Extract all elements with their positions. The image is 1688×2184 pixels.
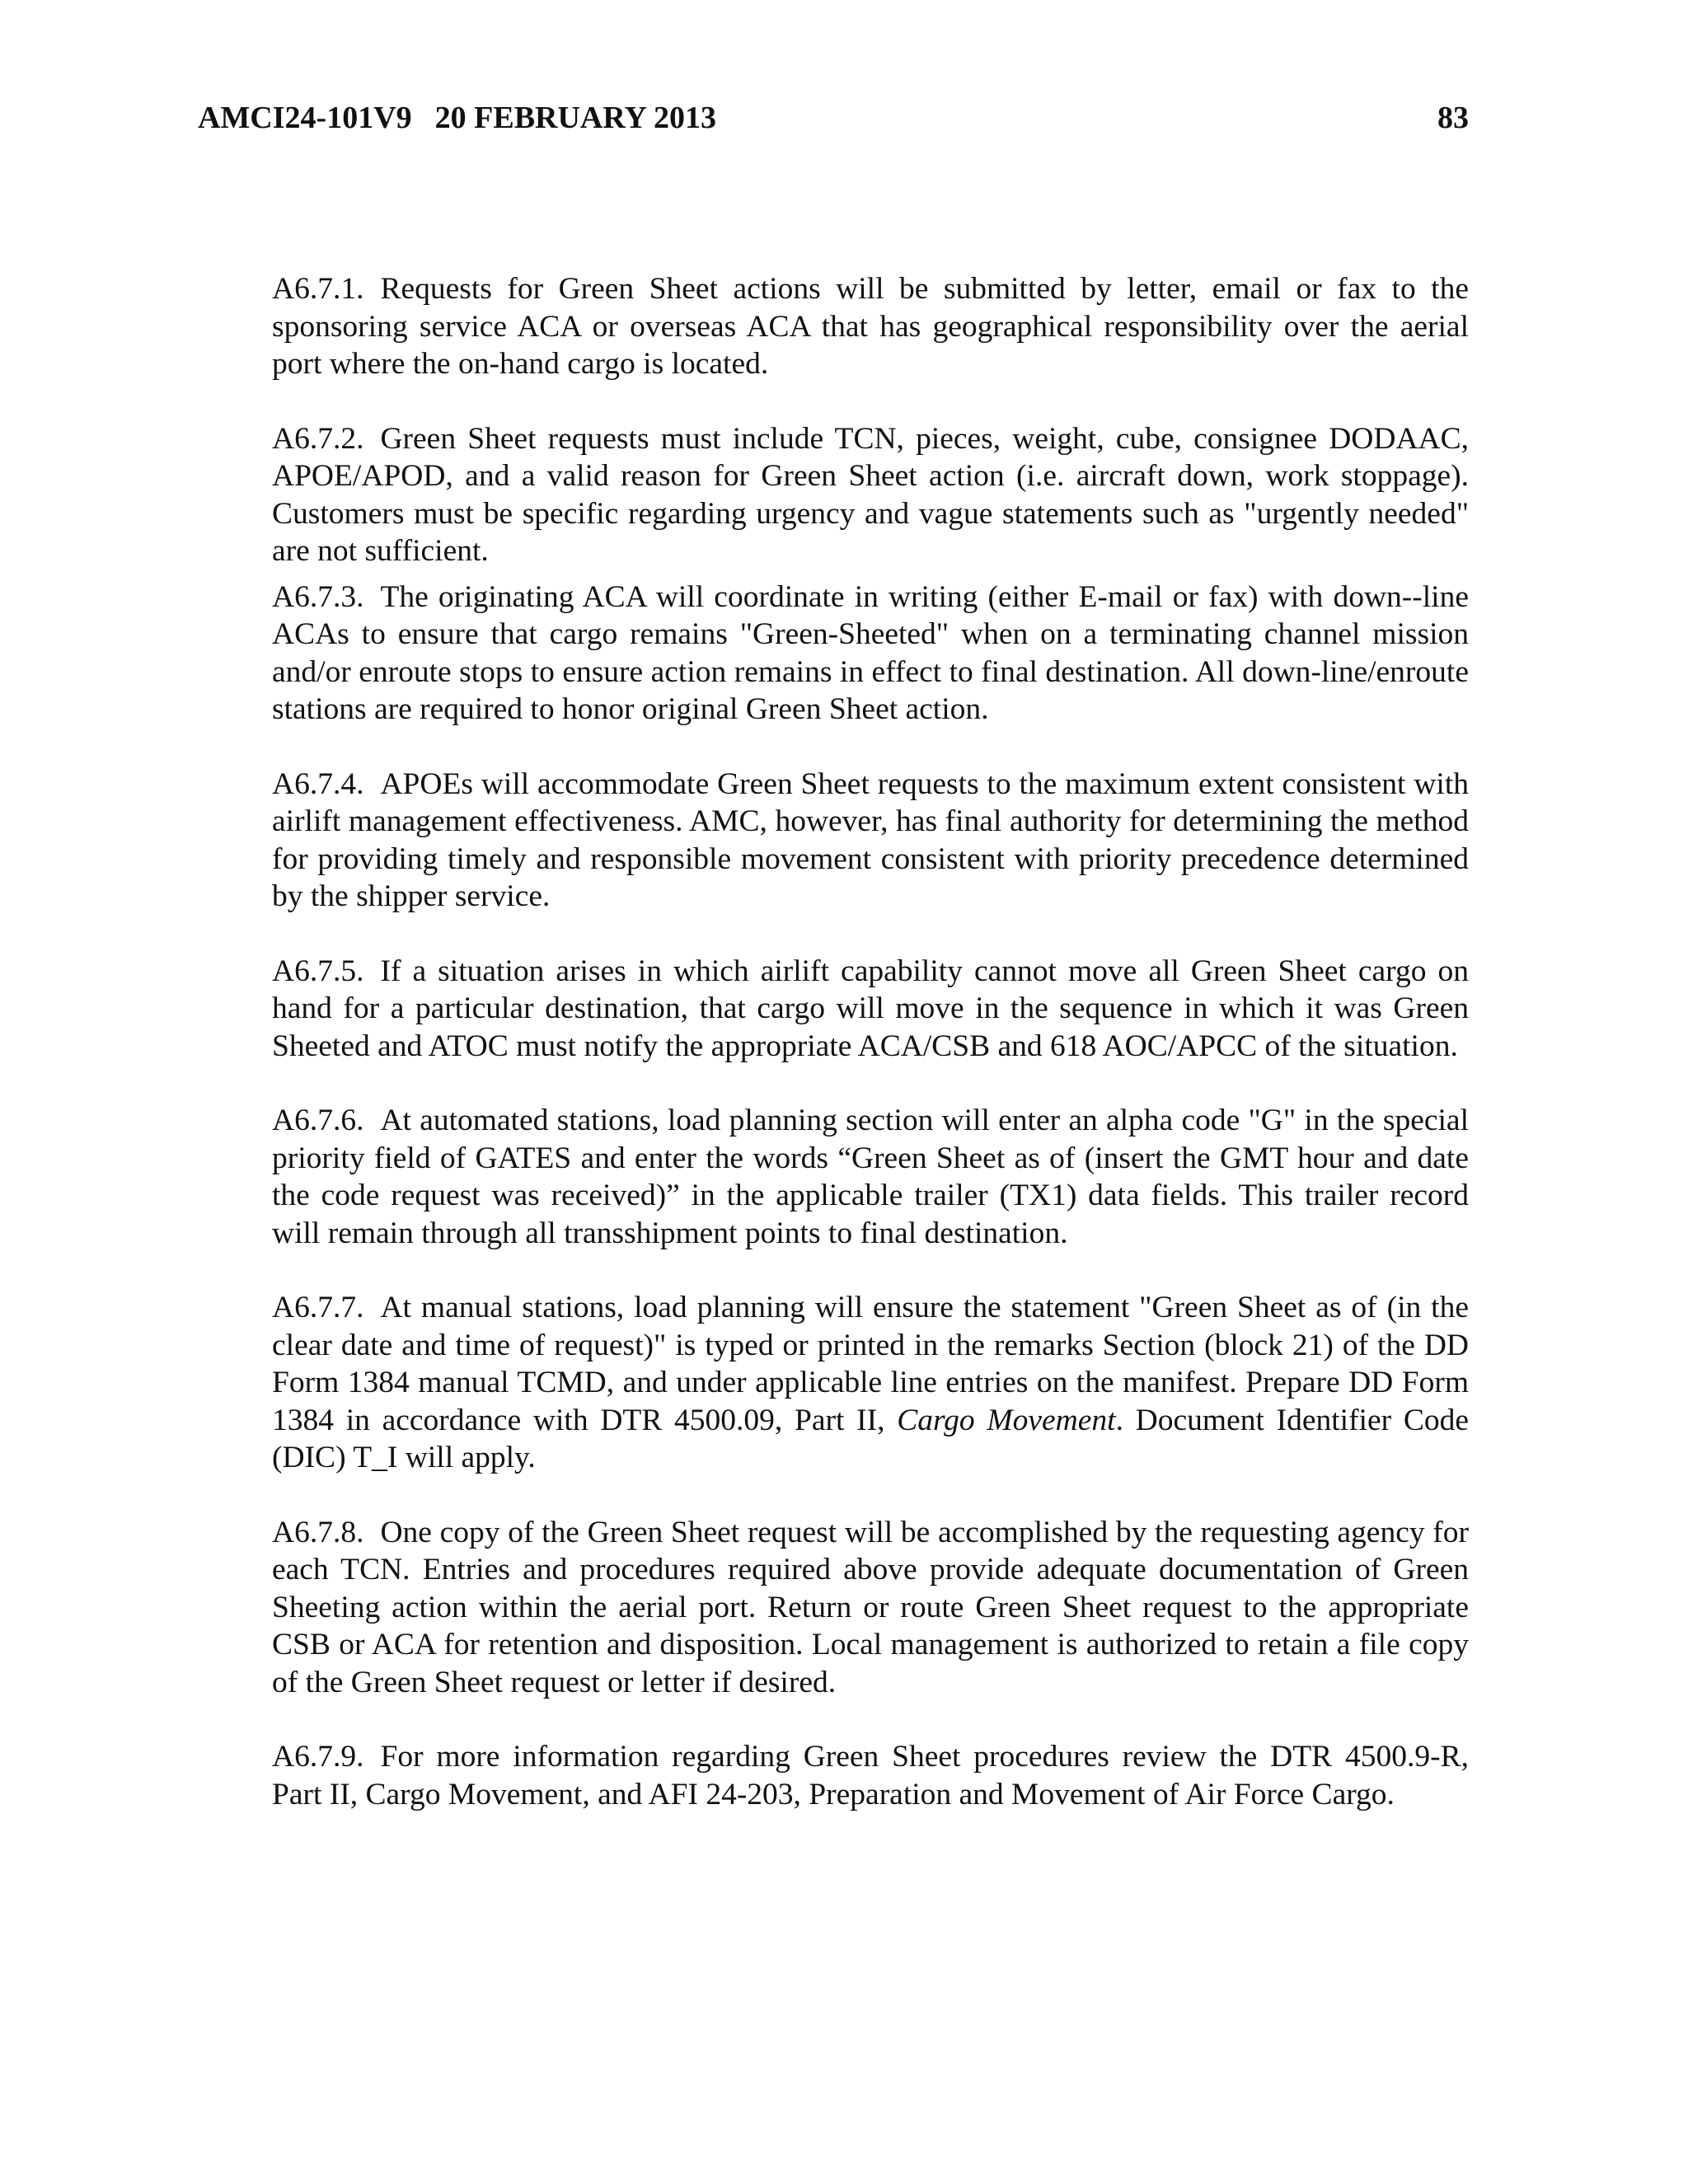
italic-title: Cargo Movement xyxy=(897,1403,1116,1437)
document-id: AMCI24-101V9 xyxy=(198,101,412,135)
paragraph-number: A6.7.5. xyxy=(272,954,364,988)
paragraph-a6-7-7 xyxy=(272,1289,1469,1477)
paragraph-a6-7-9 xyxy=(272,1738,1469,1813)
paragraph-text: At manual stations, load planning will ensure the statement "Green Sheet as of (in the clear date and time of request)" is typed or printed in the remarks Section (block 21) of the DD Form 1384 manual TCMD, and under applicable line entries on the manifest. Prepare DD Form 1384 in accordance with DTR 4500.09, Part II, xyxy=(272,1291,1469,1437)
paragraph-a6-7-5 xyxy=(272,953,1469,1066)
paragraph-a6-7-8 xyxy=(272,1514,1469,1702)
page-number: 83 xyxy=(1437,101,1469,135)
paragraph-text: Requests for Green Sheet actions will be submitted by letter, email or fax to the sponsoring service ACA or overseas ACA that has geographical responsibility over the aerial port where the on-hand cargo is located. xyxy=(272,272,1469,381)
paragraph-number: A6.7.3. xyxy=(272,579,364,614)
paragraph-text: APOEs will accommodate Green Sheet requests to the maximum extent consistent with airlift management effectiveness. AMC, however, has final authority for determining the method for providing timely and responsible movement consistent with priority precedence determined by the shipper service. xyxy=(272,766,1469,913)
paragraph-a6-7-4 xyxy=(272,766,1469,916)
document-body xyxy=(272,270,1469,1850)
paragraph-text: If a situation arises in which airlift capability cannot move all Green Sheet cargo on hand for a particular destination, that cargo will move in the sequence in which it was Green Sheeted and ATOC must notify the appropriate ACA/CSB and 618 AOC/APCC of the situation. xyxy=(272,954,1469,1063)
paragraph-text: For more information regarding Green Sheet procedures review the DTR 4500.9-R, Part II, Cargo Movement, and AFI 24-203, Preparation and Movement of Air Force Cargo. xyxy=(272,1740,1469,1811)
paragraph-text: At automated stations, load planning section will enter an alpha code "G" in the special priority field of GATES and enter the words “Green Sheet as of (insert the GMT hour and date the code request was received)” in the applicable trailer (TX1) data fields. This trailer record will remain through all transshipment points to final destination. xyxy=(272,1104,1469,1250)
paragraph-text: Green Sheet requests must include TCN, pieces, weight, cube, consignee DODAAC, APOE/APOD, and a valid reason for Green Sheet action (i.e. aircraft down, work stoppage). Customers must be specific regarding urgency and vague statements such as "urgently needed" are not sufficient. xyxy=(272,421,1469,568)
paragraph-number: A6.7.4. xyxy=(272,766,364,801)
paragraph-a6-7-2 xyxy=(272,420,1469,570)
paragraph-number: A6.7.8. xyxy=(272,1515,364,1549)
document-date: 20 FEBRUARY 2013 xyxy=(434,101,717,135)
paragraph-text: One copy of the Green Sheet request will be accomplished by the requesting agency for each TCN. Entries and procedures required above provide adequate documentation of Green Sheeting action within the aerial port. Return or route Green Sheet request to the appropriate CSB or ACA for retention and disposition. Local management is authorized to retain a file copy of the Green Sheet request or letter if desired. xyxy=(272,1515,1469,1699)
paragraph-number: A6.7.2. xyxy=(272,421,364,456)
paragraph-a6-7-3 xyxy=(272,579,1469,729)
paragraph-number: A6.7.7. xyxy=(272,1291,364,1324)
paragraph-a6-7-1 xyxy=(272,270,1469,383)
paragraph-number: A6.7.1. xyxy=(272,272,364,306)
paragraph-a6-7-6 xyxy=(272,1102,1469,1252)
paragraph-number: A6.7.6. xyxy=(272,1104,364,1137)
header-left xyxy=(198,99,716,137)
paragraph-text: The originating ACA will coordinate in writing (either E-mail or fax) with down--line ACAs to ensure that cargo remains "Green-Sheeted" when on a terminating channel mission and/or enroute stops to ensure action remains in effect to final destination. All down-line/enroute stations are required to honor original Green Sheet action. xyxy=(272,579,1469,726)
paragraph-text-continued: . Document Identifier Code (DIC) T_I will apply. xyxy=(272,1403,1469,1474)
paragraph-number: A6.7.9. xyxy=(272,1740,364,1774)
